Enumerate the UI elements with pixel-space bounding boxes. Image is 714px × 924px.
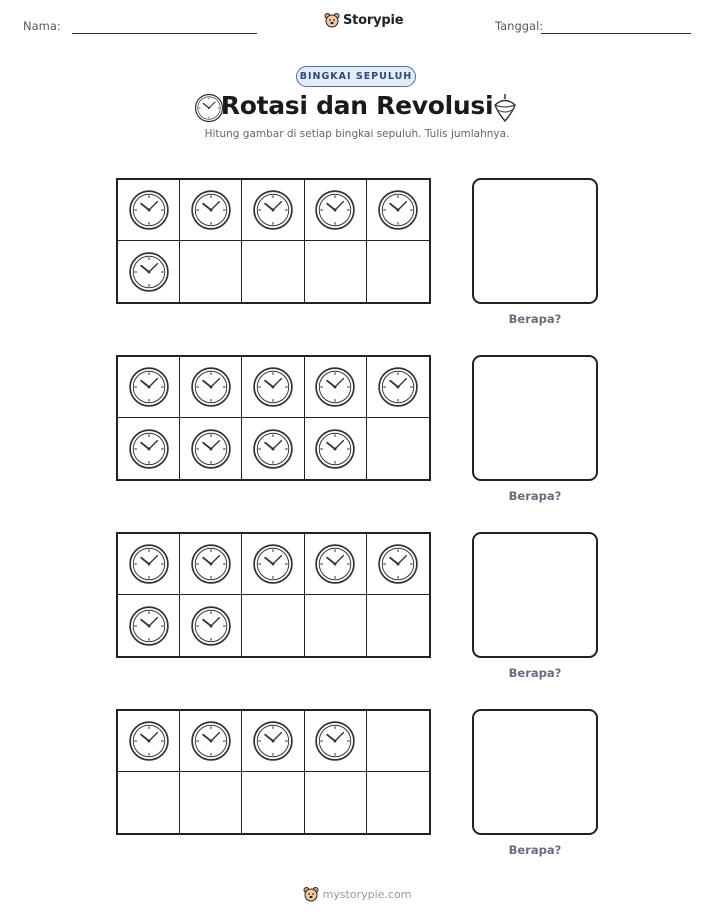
- instructions: Hitung gambar di setiap bingkai sepuluh. Tulis jumlahnya.: [204, 128, 510, 140]
- clock-icon: [190, 605, 232, 647]
- footer-url: mystorypie.com: [322, 888, 412, 901]
- brand-logo: [324, 12, 403, 29]
- frame-cell: [180, 711, 242, 772]
- clock-icon: [377, 543, 419, 585]
- spinning-top-icon: [492, 93, 518, 123]
- clock-icon: [252, 189, 294, 231]
- frame-cell: [242, 357, 304, 418]
- frame-cell: [367, 357, 429, 418]
- frame-cell: [367, 534, 429, 595]
- clock-icon: [128, 543, 170, 585]
- clock-icon: [314, 366, 356, 408]
- name-field[interactable]: [72, 33, 257, 34]
- frame-cell: [367, 772, 429, 833]
- ten-frame-2: [116, 355, 431, 481]
- frame-cell: [118, 180, 180, 241]
- frame-cell: [180, 772, 242, 833]
- brand-name: Storypie: [343, 13, 404, 28]
- frame-cell: [118, 772, 180, 833]
- answer-box-1[interactable]: [472, 178, 598, 304]
- clock-icon: [128, 189, 170, 231]
- answer-label-4: Berapa?: [508, 843, 562, 857]
- frame-cell: [305, 418, 367, 479]
- answer-label-3: Berapa?: [508, 666, 562, 680]
- frame-cell: [242, 241, 304, 302]
- frame-cell: [305, 595, 367, 656]
- clock-icon: [128, 428, 170, 470]
- bear-icon: [324, 12, 340, 29]
- date-field[interactable]: [541, 33, 691, 34]
- clock-icon: [252, 543, 294, 585]
- frame-cell: [242, 772, 304, 833]
- frame-cell: [118, 357, 180, 418]
- frame-cell: [242, 180, 304, 241]
- frame-cell: [305, 180, 367, 241]
- clock-icon: [190, 543, 232, 585]
- clock-icon: [128, 366, 170, 408]
- clock-icon: [190, 366, 232, 408]
- clock-icon: [190, 189, 232, 231]
- ten-frame-4: [116, 709, 431, 835]
- clock-icon: [252, 720, 294, 762]
- clock-icon: [128, 605, 170, 647]
- clock-icon: [314, 189, 356, 231]
- clock-icon: [314, 720, 356, 762]
- frame-cell: [305, 241, 367, 302]
- answer-label-2: Berapa?: [508, 489, 562, 503]
- frame-cell: [367, 595, 429, 656]
- date-label: Tanggal:: [495, 19, 544, 33]
- frame-cell: [305, 357, 367, 418]
- answer-box-2[interactable]: [472, 355, 598, 481]
- frame-cell: [118, 241, 180, 302]
- frame-cell: [242, 534, 304, 595]
- frame-cell: [305, 711, 367, 772]
- category-badge: BINGKAI SEPULUH: [296, 66, 416, 87]
- frame-cell: [242, 418, 304, 479]
- frame-cell: [180, 595, 242, 656]
- name-label: Nama:: [23, 19, 61, 33]
- frame-cell: [367, 180, 429, 241]
- clock-icon: [128, 720, 170, 762]
- frame-cell: [118, 418, 180, 479]
- clock-icon: [314, 428, 356, 470]
- frame-cell: [180, 418, 242, 479]
- frame-cell: [180, 534, 242, 595]
- frame-cell: [367, 241, 429, 302]
- frame-cell: [180, 241, 242, 302]
- frame-cell: [118, 534, 180, 595]
- page-title: Rotasi dan Revolusi: [220, 91, 494, 120]
- frame-cell: [242, 595, 304, 656]
- frame-cell: [118, 595, 180, 656]
- clock-icon: [190, 720, 232, 762]
- clock-icon: [252, 366, 294, 408]
- clock-icon: [128, 251, 170, 293]
- clock-icon: [314, 543, 356, 585]
- clock-icon: [252, 428, 294, 470]
- bear-icon: [303, 886, 319, 903]
- frame-cell: [305, 772, 367, 833]
- clock-icon: [377, 189, 419, 231]
- clock-icon: [190, 428, 232, 470]
- answer-box-4[interactable]: [472, 709, 598, 835]
- clock-icon: [377, 366, 419, 408]
- frame-cell: [242, 711, 304, 772]
- answer-box-3[interactable]: [472, 532, 598, 658]
- frame-cell: [305, 534, 367, 595]
- frame-cell: [118, 711, 180, 772]
- footer: [0, 886, 714, 903]
- frame-cell: [367, 711, 429, 772]
- ten-frame-3: [116, 532, 431, 658]
- frame-cell: [367, 418, 429, 479]
- frame-cell: [180, 180, 242, 241]
- frame-cell: [180, 357, 242, 418]
- answer-label-1: Berapa?: [508, 312, 562, 326]
- ten-frame-1: [116, 178, 431, 304]
